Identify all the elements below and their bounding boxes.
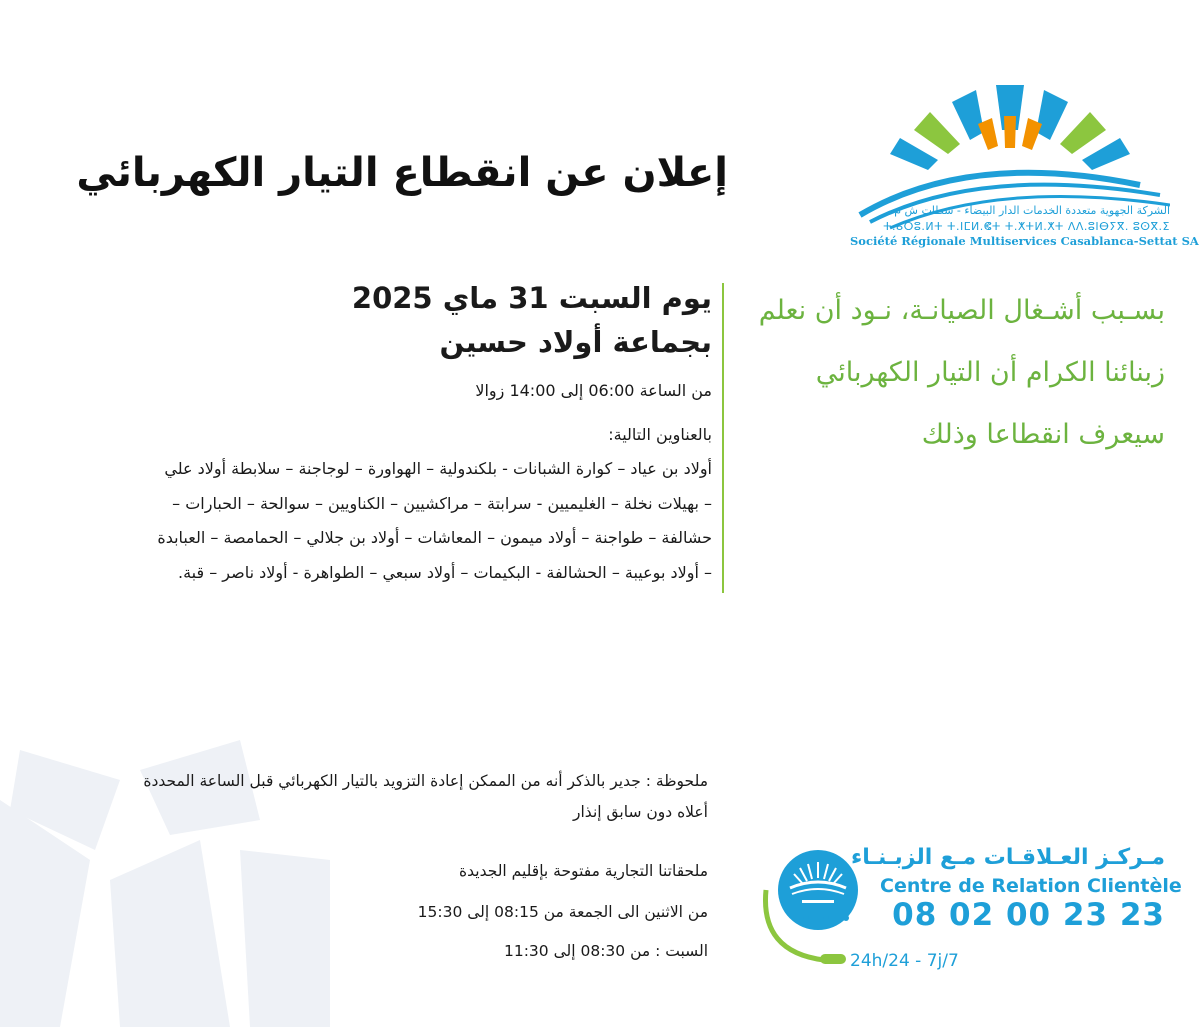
vertical-divider <box>722 283 724 593</box>
saturday-hours: السبت : من 08:30 إلى 11:30 <box>503 942 708 960</box>
logo-name-arabic: الشركة الجهوية متعددة الخدمات الدار البيضاء - سطات ش م <box>894 204 1170 217</box>
company-logo <box>850 40 1199 250</box>
customer-center-title-french: Centre de Relation Clientèle <box>880 875 1182 897</box>
address-line: حشالفة – طواجنة – أولاد ميمون – المعاشات – أولاد بن جلالي – الحمامصة – العبابدة <box>157 528 712 547</box>
customer-center-availability: 24h/24 - 7j/7 <box>850 951 959 971</box>
weekday-hours: من الاثنين الى الجمعة من 08:15 إلى 15:30 <box>417 903 708 921</box>
note-text-continued: أعلاه دون سابق إنذار <box>573 803 708 821</box>
intro-line: سيعرف انقطاعا وذلك <box>921 419 1165 450</box>
agencies-open-text: ملحقاتنا التجارية مفتوحة بإقليم الجديدة <box>459 862 708 880</box>
address-line: – بهيلات نخلة – الغليميين - سرابتة – مراكشيين – الكناويين – سوالحة – الحبارات – <box>172 493 712 513</box>
note-text: ملحوظة : جدير بالذكر أنه من الممكن إعادة التزويد بالتيار الكهربائي قبل الساعة المحددة <box>143 772 708 790</box>
intro-line: بسـبب أشـغال الصيانـة، نـود أن نعلم <box>758 295 1165 326</box>
outage-date: يوم السبت 31 ماي 2025 <box>351 281 712 315</box>
addresses-label: بالعناوين التالية: <box>608 425 712 444</box>
address-line: – أولاد بوعيبة – الحشالفة - البكيمات – أولاد سبعي – الطواهرة - أولاد ناصر – قبة. <box>177 562 712 582</box>
intro-text <box>730 280 1165 466</box>
address-list <box>72 452 712 590</box>
outage-commune: بجماعة أولاد حسين <box>439 325 712 359</box>
intro-line: زبنائنا الكرام أن التيار الكهربائي <box>815 357 1165 388</box>
outage-time: من الساعة 06:00 إلى 14:00 زوالا <box>475 381 712 400</box>
page-title: إعلان عن انقطاع التيار الكهربائي <box>76 150 728 196</box>
address-line: أولاد بن عياد – كوارة الشبانات - بلكندولية – الهواورة – لوجاجنة – سلابطة أولاد علي <box>164 459 712 478</box>
customer-center-title-arabic: مـركـز العـلاقـات مـع الزبـنـاء <box>851 845 1165 870</box>
customer-center-phone[interactable]: 08 02 00 23 23 <box>892 897 1165 933</box>
logo-name-french: Société Régionale Multiservices Casablanca-Settat SA <box>850 234 1199 248</box>
logo-name-tifinagh: ⵜ.ⴰⵔⵓ.ⵍⵜ ⵜ.ⵏⵎⵍ.ⵞⵜ ⵜ.ⵅⵜⵍ.ⵅⵜ ⴷⴷ.ⵓⵏⴱⵢⴳ. ⵓⵙⴳ.ⵉ <box>883 220 1170 233</box>
